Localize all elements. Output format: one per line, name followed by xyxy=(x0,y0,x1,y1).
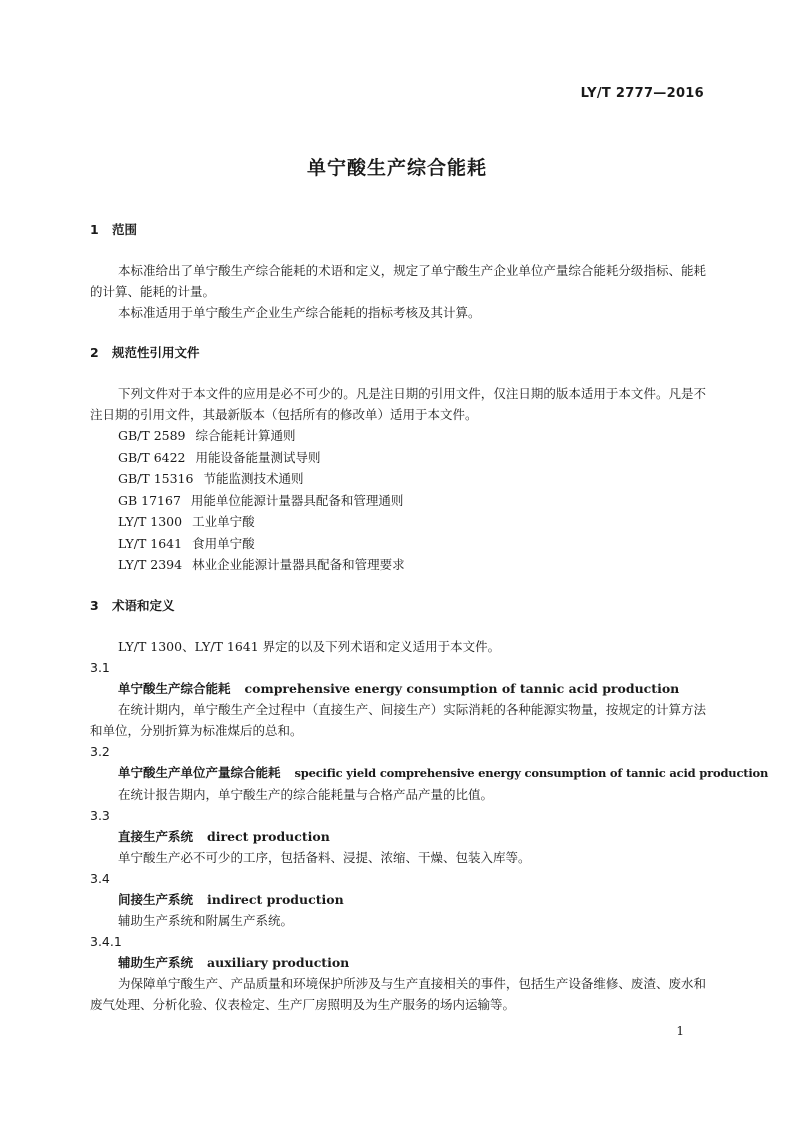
term-en: comprehensive energy consumption of tannic acid production xyxy=(244,680,680,696)
section-heading-terms xyxy=(90,596,706,616)
section-number: 3 xyxy=(90,597,99,613)
term-en: auxiliary production xyxy=(207,954,350,970)
term-number: 3.4 xyxy=(90,870,110,886)
reference-name: 节能监测技术通则 xyxy=(203,471,304,486)
reference-item xyxy=(90,490,706,512)
term-entry xyxy=(90,678,706,699)
reference-code: GB/T 15316 xyxy=(118,471,194,486)
scope-paragraph: 本标准适用于单宁酸生产企业生产综合能耗的指标考核及其计算。 xyxy=(118,305,481,320)
reference-name: 食用单宁酸 xyxy=(192,535,255,551)
reference-name: 林业企业能源计量器具配备和管理要求 xyxy=(192,557,405,572)
term-entry xyxy=(90,952,706,973)
section-title: 范围 xyxy=(112,222,138,237)
term-definition: 在统计期内，单宁酸生产全过程中（直接生产、间接生产）实际消耗的各种能源实物量，按规定的计算方法和单位，分别折算为标准煤后的总和。 xyxy=(90,701,706,738)
term-zh: 辅助生产系统 xyxy=(118,954,194,970)
reference-item xyxy=(90,533,706,555)
document-title: 单宁酸生产综合能耗 xyxy=(306,157,487,179)
term-definition: 单宁酸生产必不可少的工序，包括备料、浸提、浓缩、干燥、包装入库等。 xyxy=(118,849,531,865)
term-entry xyxy=(90,762,769,784)
refs-intro: 下列文件对于本文件的应用是必不可少的。凡是注日期的引用文件，仅注日期的版本适用于本文件。凡是不注日期的引用文件，其最新版本（包括所有的修改单）适用于本文件。 xyxy=(90,386,706,422)
term-entry xyxy=(90,826,706,847)
reference-code: LY/T 1641 xyxy=(118,535,183,551)
term-zh: 单宁酸生产单位产量综合能耗 xyxy=(118,764,281,780)
term-number: 3.3 xyxy=(90,807,110,823)
section-number: 2 xyxy=(90,345,99,360)
term-definition: 辅助生产系统和附属生产系统。 xyxy=(118,912,294,928)
reference-item xyxy=(90,468,706,490)
document-body xyxy=(90,220,769,1015)
term-zh: 单宁酸生产综合能耗 xyxy=(118,680,231,696)
term-number: 3.4.1 xyxy=(90,933,122,949)
reference-code: GB/T 6422 xyxy=(118,449,186,465)
reference-item xyxy=(90,554,706,576)
standard-number: LY/T 2777—2016 xyxy=(580,86,704,101)
section-heading-refs xyxy=(90,343,706,363)
term-definition: 在统计报告期内，单宁酸生产的综合能耗量与合格产品产量的比值。 xyxy=(118,786,494,802)
term-en: direct production xyxy=(207,828,330,844)
section-title: 规范性引用文件 xyxy=(112,345,200,360)
term-zh: 间接生产系统 xyxy=(118,891,194,907)
reference-item xyxy=(90,447,706,469)
term-en: indirect production xyxy=(207,891,344,907)
term-zh: 直接生产系统 xyxy=(118,828,194,844)
reference-code: GB/T 2589 xyxy=(118,428,186,443)
reference-name: 综合能耗计算通则 xyxy=(195,428,296,443)
reference-item xyxy=(90,511,706,533)
reference-code: LY/T 2394 xyxy=(118,557,183,572)
section-heading-scope xyxy=(90,220,706,240)
reference-name: 用能单位能源计量器具配备和管理通则 xyxy=(190,492,404,508)
term-entry xyxy=(90,889,706,910)
terms-intro: LY/T 1300、LY/T 1641 界定的以及下列术语和定义适用于本文件。 xyxy=(118,638,501,654)
reference-item xyxy=(90,425,706,447)
reference-code: GB 17167 xyxy=(118,492,181,508)
term-definition: 为保障单宁酸生产、产品质量和环境保护所涉及与生产直接相关的事件，包括生产设备维修、废渣、废水和废气处理、分析化验、仪表检定、生产厂房照明及为生产服务的场内运输等。 xyxy=(90,975,706,1012)
term-number: 3.1 xyxy=(90,659,110,675)
term-number: 3.2 xyxy=(90,743,110,759)
reference-name: 用能设备能量测试导则 xyxy=(195,449,321,465)
section-title: 术语和定义 xyxy=(112,597,175,613)
term-en: specific yield comprehensive energy consumption of tannic acid production xyxy=(294,765,769,780)
reference-name: 工业单宁酸 xyxy=(192,514,255,529)
scope-paragraph: 本标准给出了单宁酸生产综合能耗的术语和定义，规定了单宁酸生产企业单位产量综合能耗分级指标、能耗的计算、能耗的计量。 xyxy=(90,263,706,299)
reference-code: LY/T 1300 xyxy=(118,514,183,529)
section-number: 1 xyxy=(90,222,99,237)
page-number: 1 xyxy=(676,1024,684,1038)
